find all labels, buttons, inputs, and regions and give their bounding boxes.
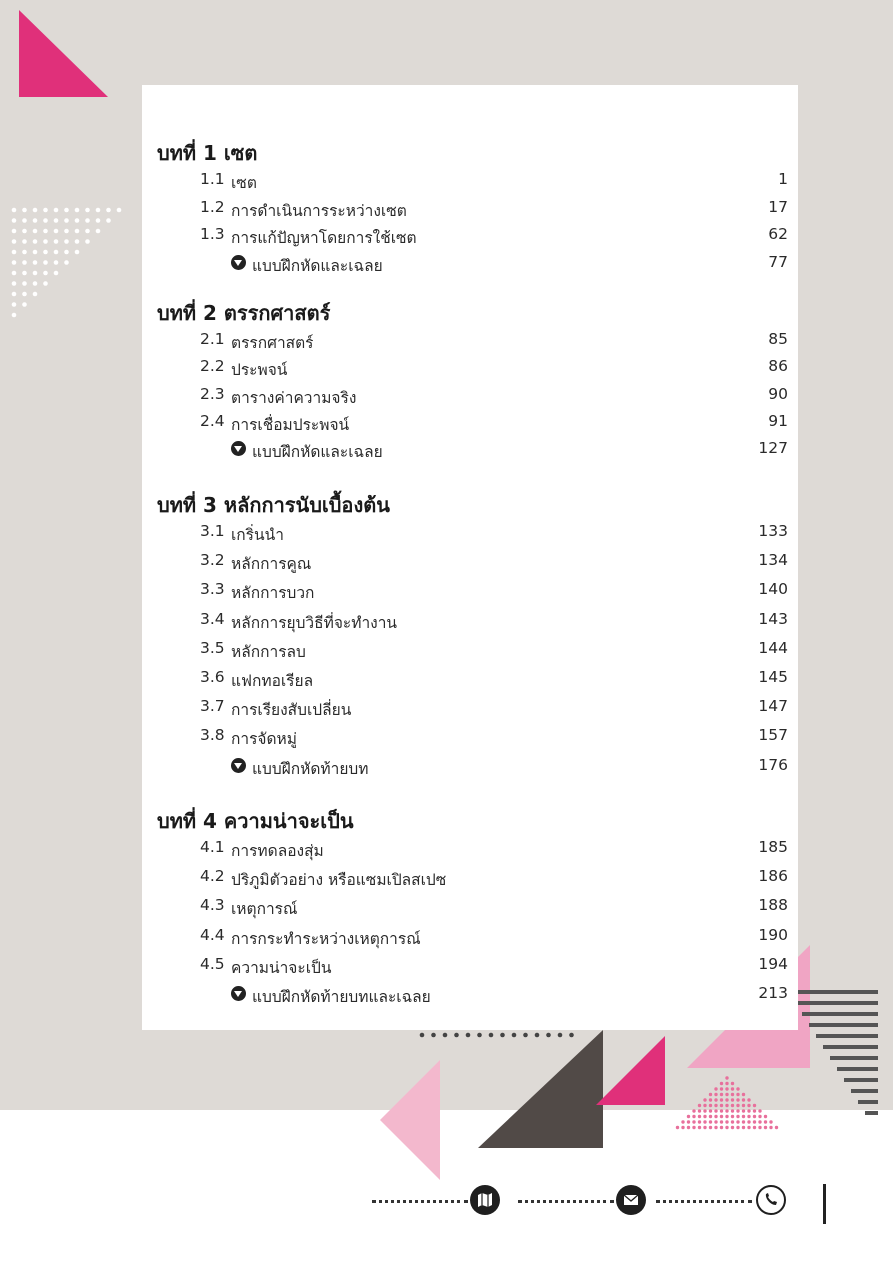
dot-pattern-left (12, 208, 122, 318)
toc-entry[interactable] (142, 580, 788, 604)
page-number: 62 (768, 225, 788, 243)
section-title: แฟกทอเรียล (231, 672, 314, 690)
toc-entry[interactable] (142, 330, 788, 354)
footer-vertical-bar (823, 1184, 826, 1224)
section-number: 2.4 (200, 411, 225, 430)
section-title: ความน่าจะเป็น (231, 958, 332, 977)
page-number: 194 (758, 954, 788, 973)
toc-entry[interactable] (142, 955, 788, 979)
toc-entry[interactable] (142, 668, 788, 692)
chapter-title: บทที่ 2 ตรรกศาสตร์ (157, 301, 331, 325)
section-title: หลักการลบ (231, 642, 306, 661)
page-number: 90 (768, 384, 788, 403)
chapter-title: บทที่ 1 เซต (157, 141, 258, 165)
dot-row-bottom (420, 1033, 574, 1038)
toc-entry[interactable] (142, 385, 788, 409)
toc-exercise-entry[interactable] (142, 253, 788, 277)
toc-entry[interactable] (142, 867, 788, 891)
footer-dashed-line (372, 1200, 468, 1203)
toc-entry[interactable] (142, 639, 788, 663)
page-number: 186 (758, 867, 788, 886)
section-number: 3.1 (200, 522, 225, 540)
toc-panel (142, 85, 798, 1030)
section-title: เซต (231, 174, 257, 192)
page-number: 127 (758, 439, 788, 458)
section-title: ตรรกศาสตร์ (231, 334, 314, 352)
section-title: ตารางค่าความจริง (231, 388, 357, 407)
section-number: 3.4 (200, 609, 225, 628)
section-number: 2.2 (200, 357, 225, 376)
phone-icon (756, 1185, 786, 1215)
section-title: เกริ่นนำ (231, 526, 284, 544)
toc-entry[interactable] (142, 896, 788, 920)
page-number: 134 (758, 551, 788, 570)
page-number: 17 (768, 197, 788, 216)
chapter-title: บทที่ 3 หลักการนับเบื้องต้น (157, 493, 390, 517)
exercise-title: แบบฝึกหัดท้ายบท (252, 759, 369, 778)
down-arrow-circle-icon (231, 441, 246, 456)
section-title: หลักการยุบวิธีที่จะทำงาน (231, 613, 398, 632)
toc-entry[interactable] (142, 522, 788, 546)
exercise-title: แบบฝึกหัดและเฉลย (252, 443, 383, 462)
down-arrow-circle-icon (231, 255, 246, 270)
toc-entry[interactable] (142, 726, 788, 750)
footer-dashed-line (518, 1200, 614, 1203)
section-number: 4.1 (200, 838, 225, 856)
section-number: 4.2 (200, 867, 225, 886)
page-number: 86 (768, 357, 788, 376)
section-title: การจัดหมู่ (231, 730, 297, 749)
toc-exercise-entry[interactable] (142, 984, 788, 1008)
page-number: 143 (758, 609, 788, 628)
section-title: การดำเนินการระหว่างเซต (231, 201, 407, 220)
page-number: 85 (768, 330, 788, 348)
magenta-triangle-bottom (596, 1036, 665, 1105)
section-number: 4.3 (200, 896, 225, 915)
section-title: การเรียงสับเปลี่ยน (231, 701, 352, 720)
section-title: หลักการบวก (231, 584, 315, 603)
chapter-title: บทที่ 4 ความน่าจะเป็น (157, 809, 354, 833)
dark-triangle-bottom (478, 1030, 603, 1148)
magenta-triangle-top (19, 10, 108, 97)
section-title: การเชื่อมประพจน์ (231, 415, 350, 434)
toc-entry[interactable] (142, 610, 788, 634)
section-number: 3.7 (200, 697, 225, 716)
page-number: 176 (758, 755, 788, 774)
toc-entry[interactable] (142, 926, 788, 950)
section-number: 1.2 (200, 197, 225, 216)
mail-icon (616, 1185, 646, 1215)
toc-entry[interactable] (142, 412, 788, 436)
section-number: 3.2 (200, 551, 225, 570)
page-number: 213 (758, 984, 788, 1002)
section-number: 4.4 (200, 925, 225, 944)
page-number: 190 (758, 925, 788, 944)
pink-triangle-bottom-left (380, 1060, 440, 1180)
page-number: 133 (758, 522, 788, 540)
page-number: 140 (758, 580, 788, 599)
toc-entry[interactable] (142, 551, 788, 575)
page-number: 145 (758, 668, 788, 686)
toc-entry[interactable] (142, 225, 788, 249)
toc-entry[interactable] (142, 838, 788, 862)
down-arrow-circle-icon (231, 986, 246, 1001)
toc-entry[interactable] (142, 198, 788, 222)
section-number: 3.3 (200, 580, 225, 599)
section-number: 4.5 (200, 954, 225, 973)
exercise-title: แบบฝึกหัดท้ายบทและเฉลย (252, 988, 431, 1006)
footer-dashed-line (656, 1200, 752, 1203)
section-title: ประพจน์ (231, 361, 288, 380)
section-number: 3.8 (200, 726, 225, 745)
page-number: 147 (758, 697, 788, 716)
page-number: 144 (758, 638, 788, 657)
section-number: 3.5 (200, 638, 225, 657)
toc-exercise-entry[interactable] (142, 756, 788, 780)
section-title: การทดลองสุ่ม (231, 842, 324, 860)
exercise-title: แบบฝึกหัดและเฉลย (252, 256, 383, 275)
map-icon (470, 1185, 500, 1215)
page-number: 157 (758, 726, 788, 745)
section-title: การแก้ปัญหาโดยการใช้เซต (231, 229, 417, 247)
toc-exercise-entry[interactable] (142, 439, 788, 463)
section-number: 1.1 (200, 170, 225, 188)
page-number: 77 (768, 252, 788, 271)
pink-dot-triangle (676, 1076, 778, 1129)
page-number: 188 (758, 896, 788, 915)
section-title: หลักการคูณ (231, 555, 312, 574)
page-number: 185 (758, 838, 788, 856)
section-number: 3.6 (200, 668, 225, 686)
toc-entry[interactable] (142, 357, 788, 381)
section-title: ปริภูมิตัวอย่าง หรือแซมเปิลสเปซ (231, 871, 447, 890)
section-title: เหตุการณ์ (231, 900, 298, 919)
section-number: 2.1 (200, 330, 225, 348)
toc-entry[interactable] (142, 697, 788, 721)
section-number: 1.3 (200, 225, 225, 243)
section-title: การกระทำระหว่างเหตุการณ์ (231, 929, 421, 948)
section-number: 2.3 (200, 384, 225, 403)
page-number: 91 (768, 411, 788, 430)
page-number: 1 (778, 170, 788, 188)
toc-entry[interactable] (142, 170, 788, 194)
down-arrow-circle-icon (231, 758, 246, 773)
